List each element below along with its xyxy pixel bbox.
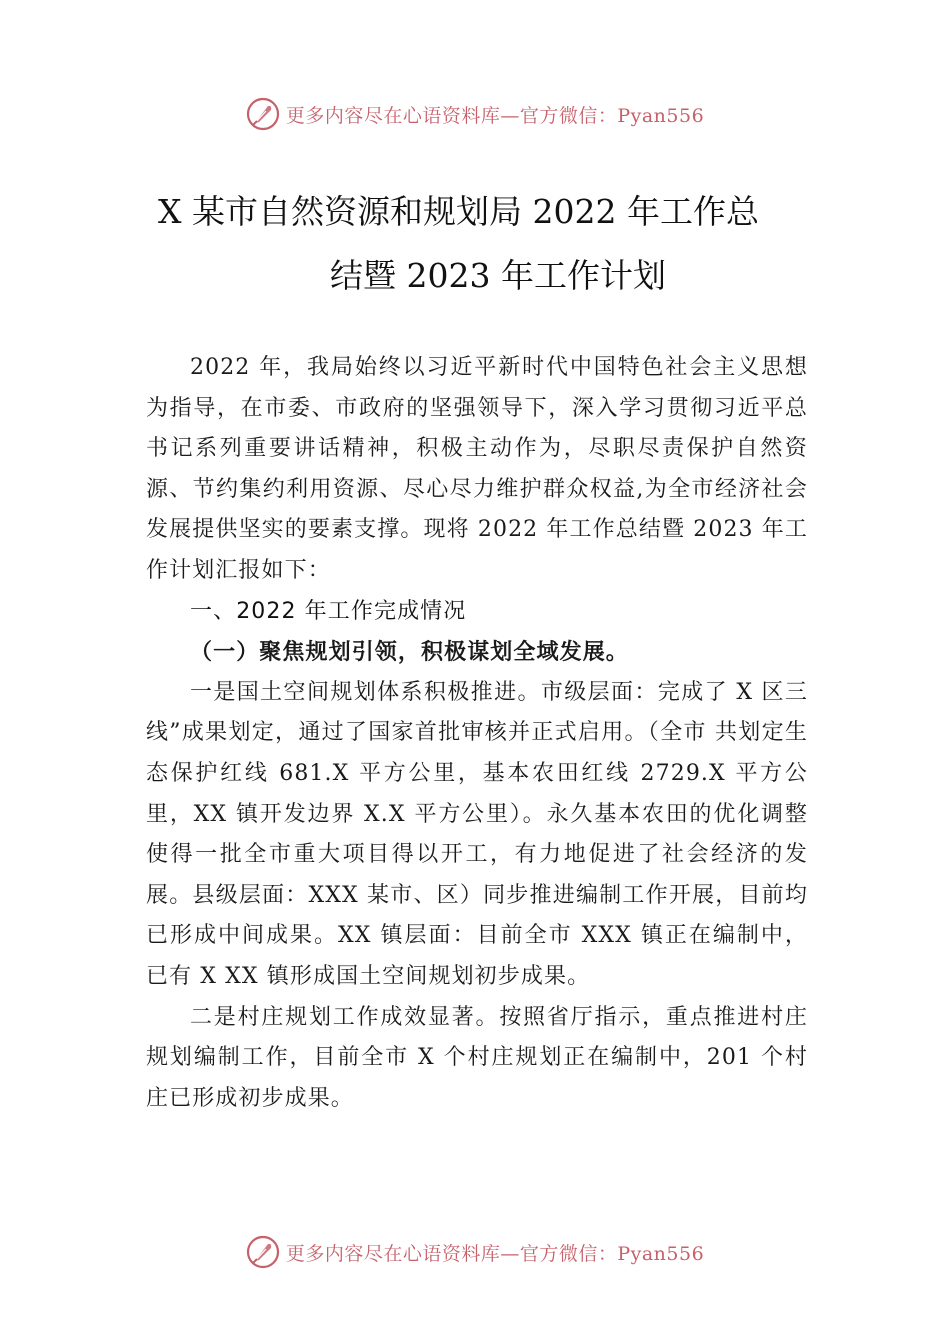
feather-pen-logo-icon	[246, 1235, 280, 1269]
body-paragraph: 一是国土空间规划体系积极推进。市级层面：完成了 X 区三线”成果划定，通过了国家首批审核并正式启用。（全市 共划定生态保护红线 681.X 平方公里，基本农田红线 2729.X 平方公里，XX 镇开发边界 X.X 平方公里）。永久基本农田的优化调整使得一批全市重大项目得以开工，有力地促进了社会经济的发展。县级层面：XXX 某市、区）同步推进编制工作开展，目前均已形成中间成果。XX 镇层面：目前全市 XXX 镇正在编制中，已有 X XX 镇形成国土空间规划初步成果。	[146, 679, 808, 989]
watermark-text: 更多内容尽在心语资料库—官方微信：Pyan556	[285, 1242, 705, 1265]
subsection-heading: （一）聚焦规划引领，积极谋划全域发展。	[190, 639, 629, 666]
document-title	[120, 180, 820, 308]
watermark-text: 更多内容尽在心语资料库—官方微信：Pyan556	[285, 104, 705, 127]
title-line-2: 结暨 2023 年工作计划	[330, 256, 666, 295]
intro-paragraph: 2022 年，我局始终以习近平新时代中国特色社会主义思想为指导，在市委、市政府的坚强领导下，深入学习贯彻习近平总书记系列重要讲话精神，积极主动作为，尽职尽责保护自然资源、节约集约利用资源、尽心尽力维护群众权益,为全市经济社会发展提供坚实的要素支撑。现将 2022 年工作总结暨 2023 年工作计划汇报如下：	[146, 355, 808, 583]
header-watermark	[0, 94, 950, 134]
document-body	[146, 348, 808, 1119]
section-heading: 一、2022 年工作完成情况	[190, 598, 467, 624]
title-line-1: X 某市自然资源和规划局 2022 年工作总	[158, 192, 759, 231]
feather-pen-logo-icon	[246, 97, 280, 131]
footer-watermark	[0, 1232, 950, 1272]
body-paragraph: 二是村庄规划工作成效显著。按照省厅指示，重点推进村庄规划编制工作，目前全市 X 个村庄规划正在编制中，201 个村庄已形成初步成果。	[146, 1004, 808, 1111]
